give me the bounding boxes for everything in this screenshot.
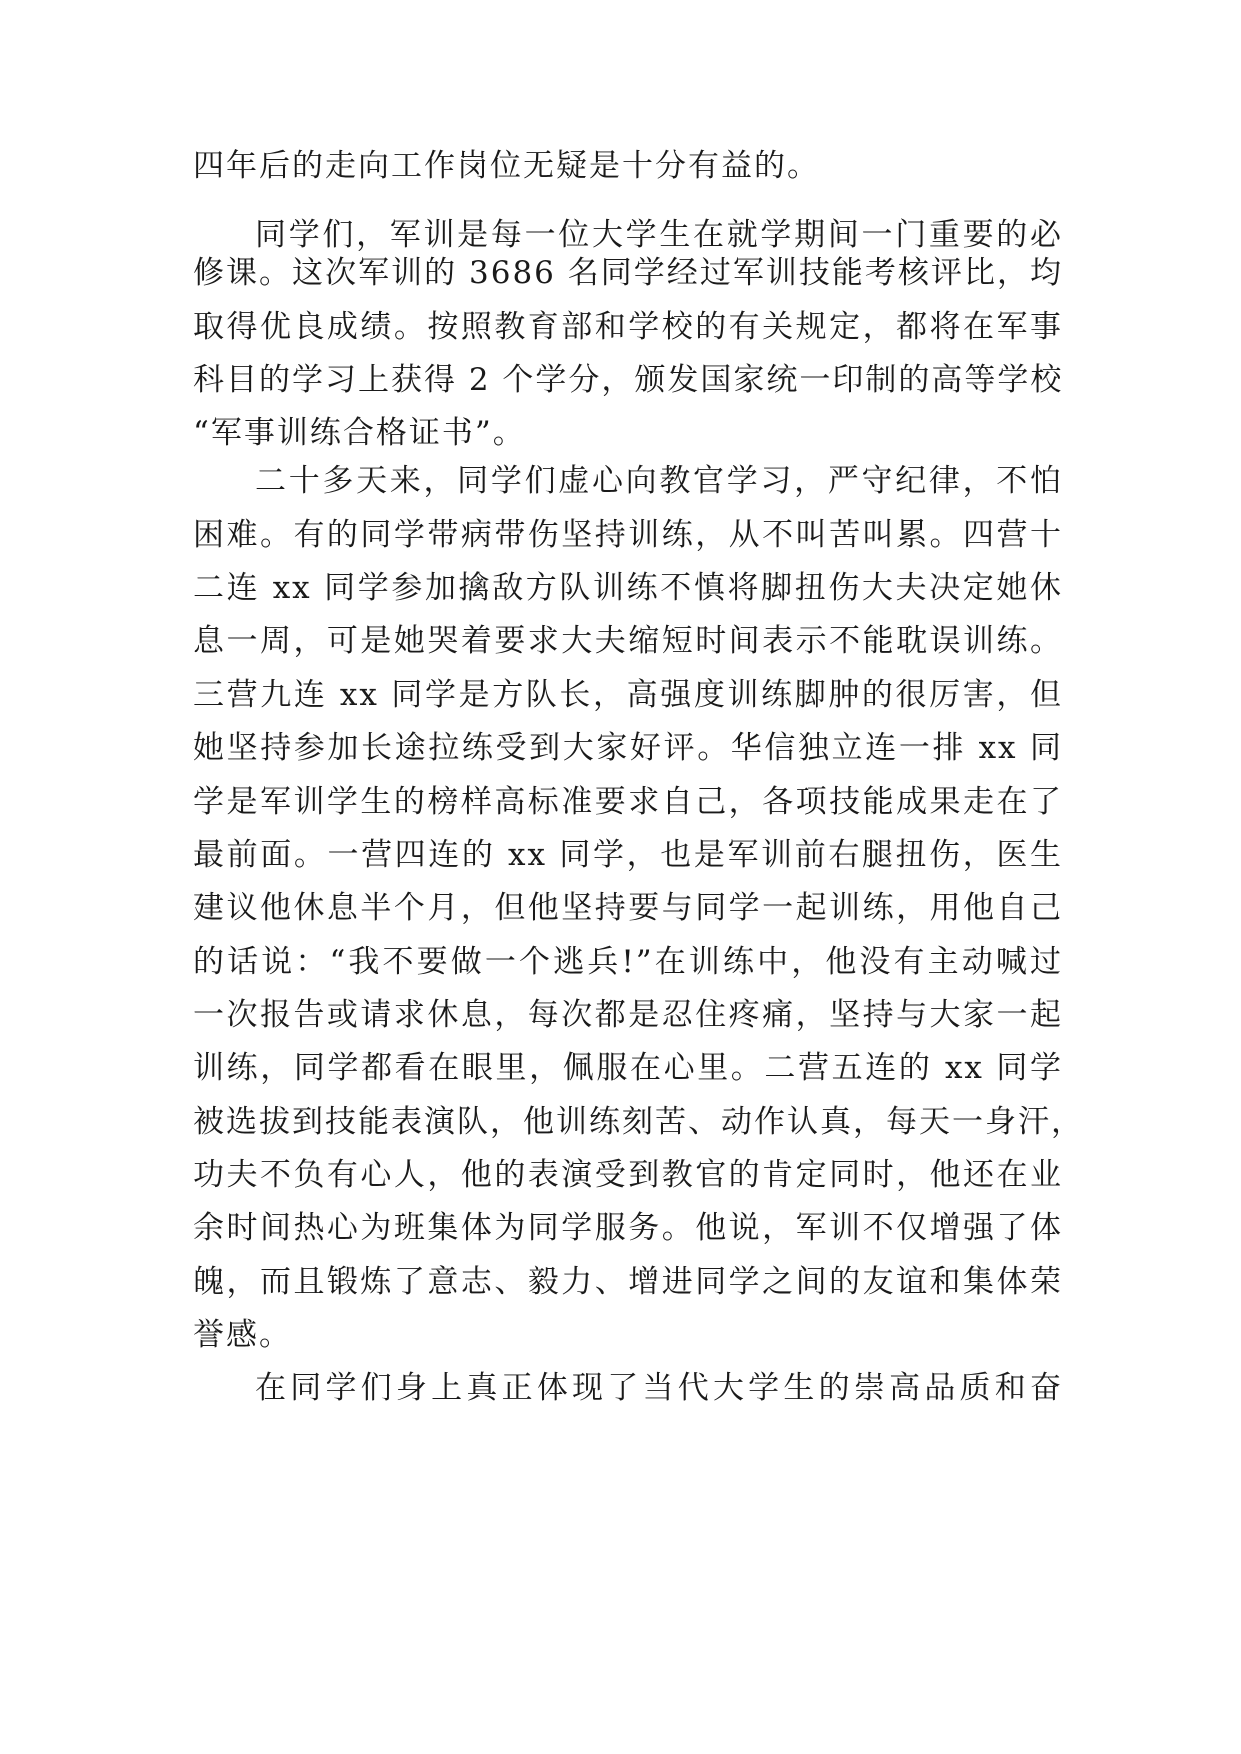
text-line-20: 功夫不负有心人，他的表演受到教官的肯定同时，他还在业	[193, 1157, 1063, 1193]
paragraph-start-line: 在同学们身上真正体现了当代大学生的崇高品质和奋	[255, 1370, 1063, 1406]
text-line-18: 训练，同学都看在眼里，佩服在心里。二营五连的 xx 同学	[193, 1050, 1063, 1086]
text-line-9: 二连 xx 同学参加擒敌方队训练不慎将脚扭伤大夫决定她休	[193, 570, 1063, 606]
text-line-13: 学是军训学生的榜样高标准要求自己，各项技能成果走在了	[193, 784, 1063, 820]
text-line-22: 魄，而且锻炼了意志、毅力、增进同学之间的友谊和集体荣	[193, 1264, 1063, 1300]
text-line-1: 四年后的走向工作岗位无疑是十分有益的。	[193, 148, 820, 184]
text-line-21: 余时间热心为班集体为同学服务。他说，军训不仅增强了体	[193, 1210, 1063, 1246]
text-line-14: 最前面。一营四连的 xx 同学，也是军训前右腿扭伤，医生	[193, 837, 1063, 873]
text-line-5: 科目的学习上获得 2 个学分，颁发国家统一印制的高等学校	[193, 362, 1064, 398]
text-line-3: 修课。这次军训的 3686 名同学经过军训技能考核评比，均	[193, 255, 1063, 291]
text-line-8: 困难。有的同学带病带伤坚持训练，从不叫苦叫累。四营十	[193, 517, 1063, 553]
text-line-19: 被选拔到技能表演队，他训练刻苦、动作认真，每天一身汗，	[193, 1104, 1084, 1140]
text-line-23: 誉感。	[193, 1317, 292, 1353]
text-line-10: 息一周，可是她哭着要求大夫缩短时间表示不能耽误训练。	[193, 623, 1063, 659]
text-line-4: 取得优良成绩。按照教育部和学校的有关规定，都将在军事	[193, 309, 1063, 345]
text-line-12: 她坚持参加长途拉练受到大家好评。华信独立连一排 xx 同	[193, 730, 1063, 766]
text-line-17: 一次报告或请求休息，每次都是忍住疼痛，坚持与大家一起	[193, 997, 1063, 1033]
text-line-16: 的话说：“我不要做一个逃兵!”在训练中，他没有主动喊过	[193, 944, 1063, 980]
text-line-6: “军事训练合格证书”。	[193, 415, 526, 451]
paragraph-start-line: 同学们，军训是每一位大学生在就学期间一门重要的必	[255, 217, 1063, 253]
text-line-11: 三营九连 xx 同学是方队长，高强度训练脚肿的很厉害，但	[193, 677, 1063, 713]
paragraph-start-line: 二十多天来，同学们虚心向教官学习，严守纪律，不怕	[255, 463, 1063, 499]
text-line-15: 建议他休息半个月，但他坚持要与同学一起训练，用他自己	[193, 890, 1063, 926]
